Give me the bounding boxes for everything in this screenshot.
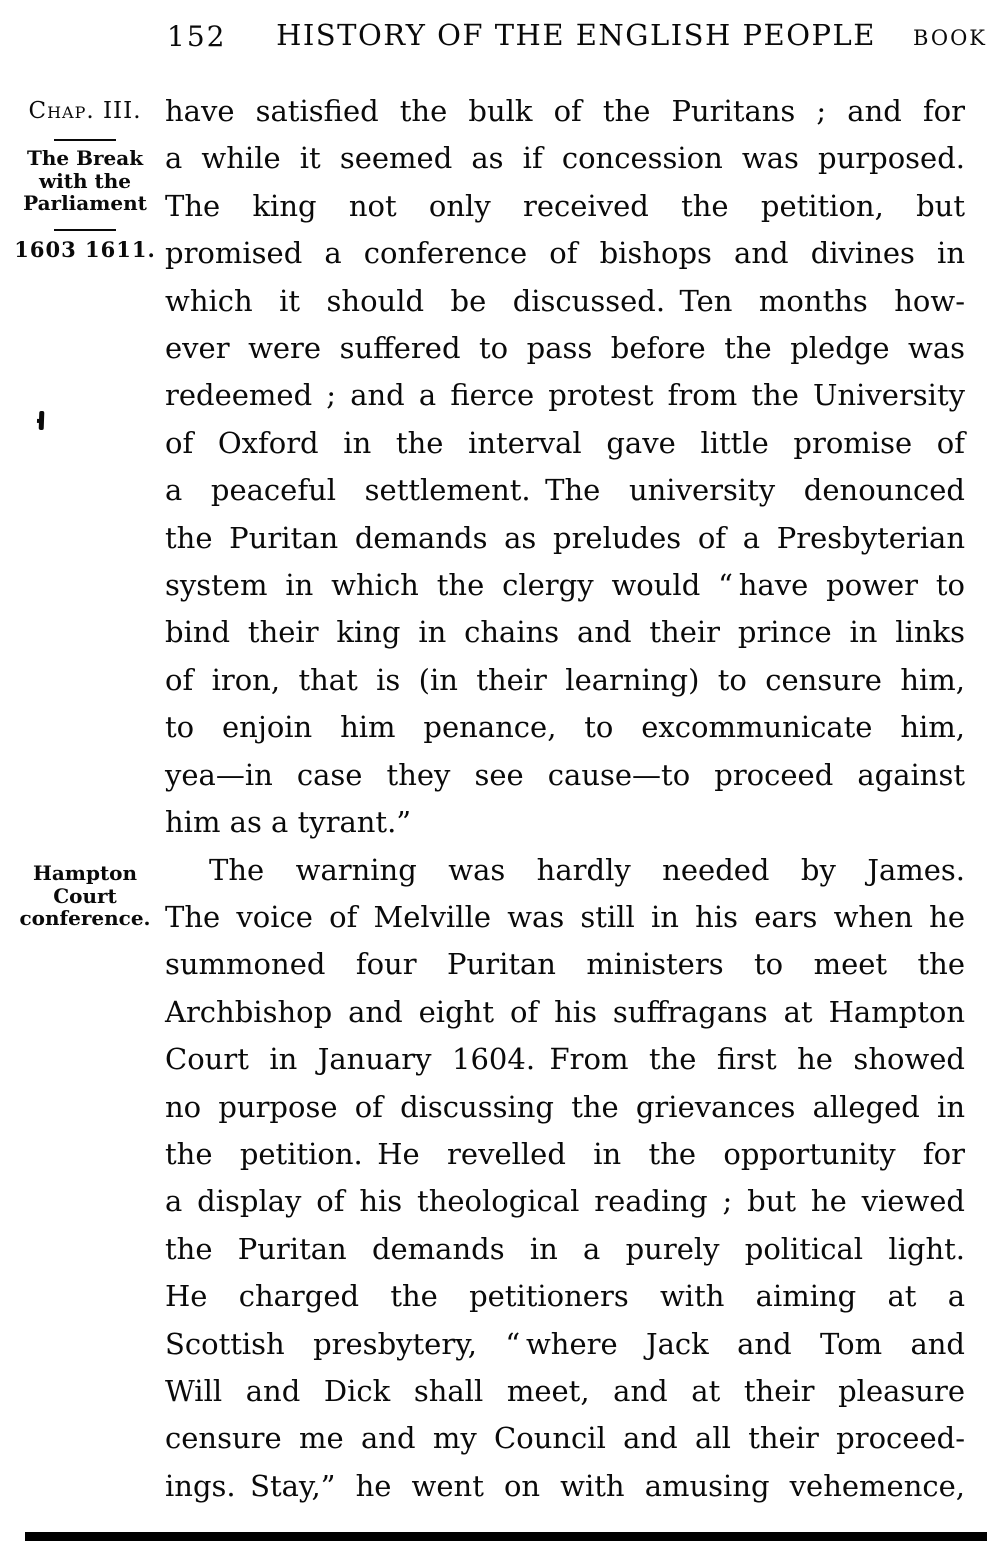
text-line: The king not only received the petition, but [165, 188, 965, 223]
hampton-note-line: Court [53, 883, 117, 908]
text-line: He charged the petitioners with aiming at a [165, 1279, 965, 1314]
text-line: have satisfied the bulk of the Puritans ; and for [165, 94, 965, 128]
hampton-note-line: Hampton [32, 861, 138, 885]
text-line: the petition. He revelled in the opportunity for [165, 1136, 965, 1171]
scan-edge-bar [25, 1532, 987, 1541]
text-line: a while it seemed as if concession was purposed. [165, 141, 965, 176]
stray-ink-mark [39, 411, 45, 430]
page-number: 152 [167, 20, 227, 53]
section-note-line: with the [38, 168, 132, 193]
running-header [165, 18, 987, 52]
text-line: bind their king in chains and their prince in links [165, 615, 965, 650]
text-line: him as a tyrant.” [165, 805, 412, 840]
text-line: ever were suffered to pass before the pledge was [165, 331, 965, 366]
margin-rule [54, 229, 116, 231]
text-line: which it should be discussed. Ten months how- [165, 283, 965, 318]
section-note [12, 147, 158, 215]
text-line: promised a conference of bishops and divines in [165, 236, 965, 271]
running-title: HISTORY OF THE ENGLISH PEOPLE [276, 18, 876, 52]
text-line: The warning was hardly needed by James. [209, 852, 965, 887]
chapter-label: Chap. III. [28, 98, 142, 124]
section-note-line: The Break [26, 146, 144, 170]
section-note-line: Parliament [23, 191, 147, 215]
text-line: Archbishop and eight of his suffragans at Hampton [165, 994, 965, 1029]
text-line: the Puritan demands as preludes of a Presbyterian [165, 520, 965, 555]
text-line: summoned four Puritan ministers to meet the [165, 947, 965, 982]
text-line: system in which the clergy would “ have power to [165, 568, 965, 603]
hampton-note-line: conference. [19, 906, 151, 930]
text-line: Scottish presbytery, “ where Jack and Tom and [165, 1326, 965, 1361]
text-line: Court in January 1604. From the first he showed [165, 1042, 965, 1077]
text-line: Will and Dick shall meet, and at their pleasure [165, 1373, 965, 1408]
body-text [165, 88, 965, 1510]
text-line: of iron, that is (in their learning) to censure him, [165, 662, 965, 697]
book-label: BOOK [913, 26, 987, 50]
hampton-conference-note [12, 862, 158, 930]
text-line: the Puritan demands in a purely political light. [165, 1231, 965, 1266]
text-line: no purpose of discussing the grievances alleged in [165, 1089, 965, 1124]
margin-notes [12, 98, 158, 263]
date-range-note: 1603 1611. [14, 236, 156, 262]
text-line: yea—in case they see cause—to proceed against [165, 757, 965, 792]
text-line: redeemed ; and a fierce protest from the University [165, 378, 965, 413]
text-line: ings. Stay,” he went on with amusing vehemence, [165, 1468, 965, 1503]
text-line: a display of his theological reading ; but he viewed [165, 1184, 965, 1219]
text-line: censure me and my Council and all their proceed- [165, 1421, 965, 1456]
margin-rule [54, 139, 116, 141]
text-line: of Oxford in the interval gave little promise of [165, 425, 965, 460]
text-line: to enjoin him penance, to excommunicate him, [165, 710, 965, 745]
text-line: a peaceful settlement. The university denounced [165, 473, 965, 508]
text-line: The voice of Melville was still in his ears when he [165, 899, 965, 934]
